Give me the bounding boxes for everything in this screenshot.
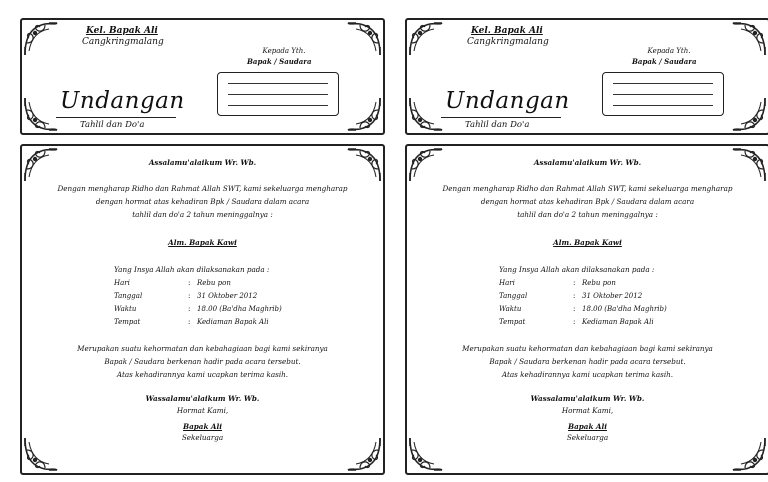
- intro-line-3: tahlil dan do'a 2 tahun meninggalnya :: [132, 210, 273, 219]
- corner-ornament-icon: [408, 21, 444, 57]
- detail-value-time: 18.00 (Ba'dha Maghrib): [197, 305, 282, 313]
- address-line: [613, 105, 713, 106]
- address-box: [602, 72, 724, 116]
- detail-value-day: Rebu pon: [197, 279, 231, 287]
- detail-value-date: 31 Oktober 2012: [197, 292, 258, 300]
- intro-line-2: dengan hormat atas kehadiran Bpk / Saudara dalam acara: [95, 197, 310, 206]
- closing-line-3: Atas kehadirannya kami ucapkan terima kasih.: [116, 370, 289, 379]
- sender-place: Cangkringmalang: [467, 37, 549, 47]
- corner-ornament-icon: [346, 96, 382, 132]
- detail-value-place: Kediaman Bapak Ali: [582, 318, 654, 326]
- signer-name: Bapak Ali: [183, 422, 222, 431]
- intro-line-3: tahlil dan do'a 2 tahun meninggalnya :: [517, 210, 658, 219]
- detail-label-day: Hari: [499, 279, 515, 287]
- detail-value-place: Kediaman Bapak Ali: [197, 318, 269, 326]
- address-line: [613, 83, 713, 84]
- title-underline: [441, 117, 561, 118]
- invitation-subtitle: Tahlil dan Do'a: [465, 120, 530, 130]
- detail-colon: :: [573, 279, 576, 287]
- recipient-label: Kepada Yth.: [262, 47, 306, 55]
- sender-name: Kel. Bapak Ali: [471, 26, 543, 36]
- detail-colon: :: [188, 292, 191, 300]
- corner-ornament-icon: [731, 21, 767, 57]
- event-intro: Yang Insya Allah akan dilaksanakan pada :: [499, 265, 655, 274]
- letter-panel: [20, 144, 385, 475]
- address-line: [228, 94, 328, 95]
- greeting: Assalamu'alaikum Wr. Wb.: [533, 158, 642, 167]
- address-line: [613, 94, 713, 95]
- corner-ornament-icon: [23, 96, 59, 132]
- address-box: [217, 72, 339, 116]
- corner-ornament-icon: [23, 21, 59, 57]
- detail-colon: :: [188, 279, 191, 287]
- closing-line-2: Bapak / Saudara berkenan hadir pada acara tersebut.: [104, 357, 301, 366]
- invitation-subtitle: Tahlil dan Do'a: [80, 120, 145, 130]
- corner-ornament-icon: [346, 21, 382, 57]
- title-underline: [56, 117, 176, 118]
- greeting: Assalamu'alaikum Wr. Wb.: [148, 158, 257, 167]
- detail-colon: :: [573, 318, 576, 326]
- recipient-name: Bapak / Saudara: [247, 57, 312, 66]
- farewell: Wassalamu'alaikum Wr. Wb.: [145, 394, 260, 403]
- detail-label-time: Waktu: [114, 305, 137, 313]
- detail-label-date: Tanggal: [114, 292, 143, 300]
- closing-line-2: Bapak / Saudara berkenan hadir pada acara tersebut.: [489, 357, 686, 366]
- detail-value-time: 18.00 (Ba'dha Maghrib): [582, 305, 667, 313]
- deceased-name: Alm. Bapak Kawi: [553, 238, 622, 247]
- recipient-label: Kepada Yth.: [647, 47, 691, 55]
- address-line: [228, 105, 328, 106]
- recipient-name: Bapak / Saudara: [632, 57, 697, 66]
- letter-panel: [405, 144, 768, 475]
- regards: Hormat Kami,: [561, 406, 614, 415]
- event-intro: Yang Insya Allah akan dilaksanakan pada :: [114, 265, 270, 274]
- detail-label-day: Hari: [114, 279, 130, 287]
- regards: Hormat Kami,: [176, 406, 229, 415]
- detail-label-date: Tanggal: [499, 292, 528, 300]
- detail-value-date: 31 Oktober 2012: [582, 292, 643, 300]
- farewell: Wassalamu'alaikum Wr. Wb.: [530, 394, 645, 403]
- signer-note: Sekeluarga: [181, 433, 224, 442]
- detail-colon: :: [573, 292, 576, 300]
- detail-colon: :: [573, 305, 576, 313]
- corner-ornament-icon: [408, 96, 444, 132]
- detail-label-place: Tempat: [499, 318, 526, 326]
- deceased-name: Alm. Bapak Kawi: [168, 238, 237, 247]
- signer-note: Sekeluarga: [566, 433, 609, 442]
- detail-colon: :: [188, 305, 191, 313]
- address-line: [228, 83, 328, 84]
- sender-place: Cangkringmalang: [82, 37, 164, 47]
- signer-name: Bapak Ali: [568, 422, 607, 431]
- envelope-panel: [405, 18, 768, 135]
- detail-label-place: Tempat: [114, 318, 141, 326]
- closing-line-3: Atas kehadirannya kami ucapkan terima kasih.: [501, 370, 674, 379]
- closing-line-1: Merupakan suatu kehormatan dan kebahagiaan bagi kami sekiranya: [462, 344, 713, 353]
- invitation-title: Undangan: [445, 88, 570, 114]
- intro-line-2: dengan hormat atas kehadiran Bpk / Saudara dalam acara: [480, 197, 695, 206]
- closing-line-1: Merupakan suatu kehormatan dan kebahagiaan bagi kami sekiranya: [77, 344, 328, 353]
- detail-value-day: Rebu pon: [582, 279, 616, 287]
- invitation-title: Undangan: [60, 88, 185, 114]
- detail-label-time: Waktu: [499, 305, 522, 313]
- sender-name: Kel. Bapak Ali: [86, 26, 158, 36]
- intro-line-1: Dengan mengharap Ridho dan Rahmat Allah SWT, kami sekeluarga mengharap: [442, 184, 733, 193]
- detail-colon: :: [188, 318, 191, 326]
- corner-ornament-icon: [731, 96, 767, 132]
- envelope-panel: [20, 18, 385, 135]
- intro-line-1: Dengan mengharap Ridho dan Rahmat Allah SWT, kami sekeluarga mengharap: [57, 184, 348, 193]
